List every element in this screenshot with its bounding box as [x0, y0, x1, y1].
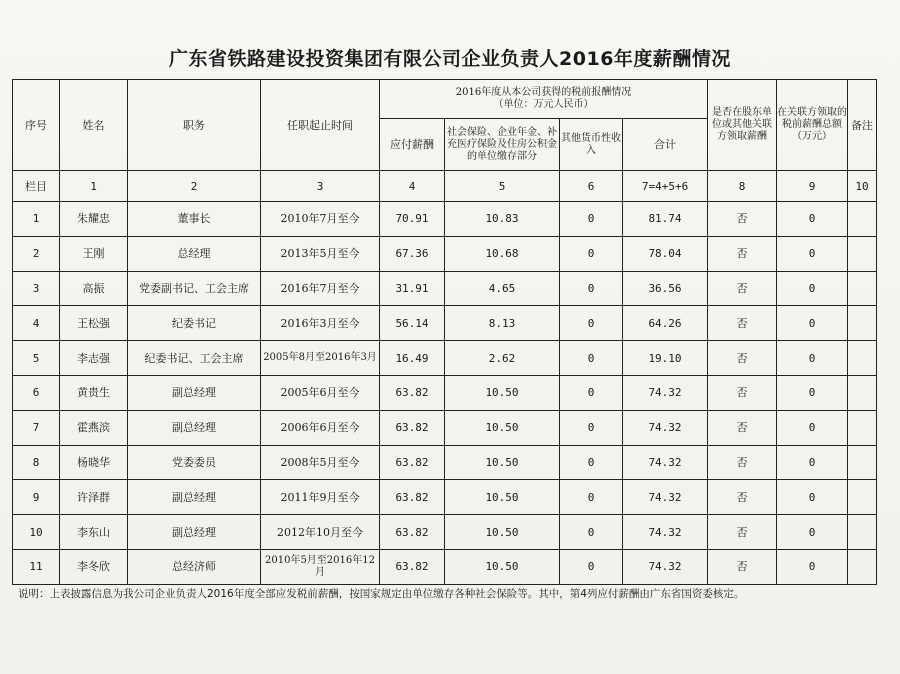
header-group-unit: （单位：万元人民币） [493, 99, 594, 110]
cell-name: 朱耀忠 [60, 202, 128, 237]
cell-related-amount: 0 [777, 410, 848, 445]
cell-total: 78.04 [623, 236, 708, 271]
cell-remark [848, 202, 877, 237]
cell-position: 党委副书记、工会主席 [128, 271, 261, 306]
cell-social: 10.50 [445, 515, 560, 550]
header-payable: 应付薪酬 [380, 119, 445, 171]
cell-remark [848, 549, 877, 584]
cell-related: 否 [708, 236, 777, 271]
index-row [13, 171, 877, 202]
index-cell: 10 [848, 171, 877, 202]
header-position: 职务 [128, 80, 261, 171]
cell-no: 2 [13, 236, 60, 271]
cell-payable: 31.91 [380, 271, 445, 306]
cell-name: 许泽群 [60, 480, 128, 515]
header-social: 社会保险、企业年金、补充医疗保险及住房公积金的单位缴存部分 [445, 119, 560, 171]
cell-related: 否 [708, 341, 777, 376]
cell-payable: 63.82 [380, 375, 445, 410]
cell-no: 4 [13, 306, 60, 341]
cell-position: 董事长 [128, 202, 261, 237]
cell-remark [848, 445, 877, 480]
cell-no: 7 [13, 410, 60, 445]
cell-social: 10.50 [445, 549, 560, 584]
cell-payable: 63.82 [380, 549, 445, 584]
cell-related: 否 [708, 480, 777, 515]
cell-name: 王刚 [60, 236, 128, 271]
cell-no: 6 [13, 375, 60, 410]
table-row [13, 480, 877, 515]
cell-related-amount: 0 [777, 236, 848, 271]
cell-social: 10.83 [445, 202, 560, 237]
cell-position: 纪委书记 [128, 306, 261, 341]
cell-total: 64.26 [623, 306, 708, 341]
salary-table [12, 79, 877, 585]
cell-related-amount: 0 [777, 515, 848, 550]
header-other: 其他货币性收入 [560, 119, 623, 171]
cell-other: 0 [560, 549, 623, 584]
cell-social: 10.50 [445, 375, 560, 410]
cell-social: 10.50 [445, 445, 560, 480]
cell-term: 2012年10月至今 [261, 515, 380, 550]
cell-term: 2005年8月至2016年3月 [261, 341, 380, 376]
cell-name: 高振 [60, 271, 128, 306]
cell-total: 74.32 [623, 410, 708, 445]
cell-social: 8.13 [445, 306, 560, 341]
table-row [13, 515, 877, 550]
cell-total: 74.32 [623, 445, 708, 480]
cell-related: 否 [708, 515, 777, 550]
cell-payable: 63.82 [380, 410, 445, 445]
cell-total: 36.56 [623, 271, 708, 306]
cell-related-amount: 0 [777, 549, 848, 584]
cell-term: 2016年3月至今 [261, 306, 380, 341]
cell-position: 总经理 [128, 236, 261, 271]
cell-remark [848, 271, 877, 306]
cell-related: 否 [708, 445, 777, 480]
cell-name: 李冬欣 [60, 549, 128, 584]
cell-remark [848, 410, 877, 445]
cell-related-amount: 0 [777, 202, 848, 237]
cell-no: 11 [13, 549, 60, 584]
document-title: 广东省铁路建设投资集团有限公司企业负责人2016年度薪酬情况 [169, 48, 731, 70]
table-row [13, 236, 877, 271]
cell-other: 0 [560, 236, 623, 271]
index-cell: 6 [560, 171, 623, 202]
cell-related: 否 [708, 306, 777, 341]
cell-other: 0 [560, 480, 623, 515]
cell-social: 2.62 [445, 341, 560, 376]
index-cell: 3 [261, 171, 380, 202]
cell-position: 副总经理 [128, 375, 261, 410]
header-remark: 备注 [848, 80, 877, 171]
cell-term: 2010年5月至2016年12月 [261, 549, 380, 584]
cell-related-amount: 0 [777, 445, 848, 480]
cell-term: 2008年5月至今 [261, 445, 380, 480]
table-row [13, 202, 877, 237]
header-group [380, 80, 708, 119]
header-name: 姓名 [60, 80, 128, 171]
cell-related: 否 [708, 410, 777, 445]
cell-other: 0 [560, 375, 623, 410]
cell-name: 李东山 [60, 515, 128, 550]
cell-total: 19.10 [623, 341, 708, 376]
table-row [13, 410, 877, 445]
cell-term: 2016年7月至今 [261, 271, 380, 306]
cell-payable: 63.82 [380, 445, 445, 480]
cell-name: 杨晓华 [60, 445, 128, 480]
cell-social: 4.65 [445, 271, 560, 306]
cell-no: 10 [13, 515, 60, 550]
header-row-1 [13, 80, 877, 119]
cell-related-amount: 0 [777, 375, 848, 410]
cell-related-amount: 0 [777, 306, 848, 341]
header-total: 合计 [623, 119, 708, 171]
cell-no: 3 [13, 271, 60, 306]
cell-term: 2005年6月至今 [261, 375, 380, 410]
header-related-amount: 在关联方领取的税前薪酬总额（万元） [777, 80, 848, 171]
cell-payable: 63.82 [380, 480, 445, 515]
table-row [13, 306, 877, 341]
index-cell: 8 [708, 171, 777, 202]
cell-other: 0 [560, 306, 623, 341]
cell-related: 否 [708, 549, 777, 584]
cell-no: 5 [13, 341, 60, 376]
cell-total: 81.74 [623, 202, 708, 237]
cell-position: 纪委书记、工会主席 [128, 341, 261, 376]
header-seq: 序号 [13, 80, 60, 171]
cell-total: 74.32 [623, 515, 708, 550]
cell-name: 黄贵生 [60, 375, 128, 410]
cell-related: 否 [708, 202, 777, 237]
cell-position: 副总经理 [128, 480, 261, 515]
table-row [13, 375, 877, 410]
cell-no: 1 [13, 202, 60, 237]
index-cell: 9 [777, 171, 848, 202]
header-related: 是否在股东单位或其他关联方领取薪酬 [708, 80, 777, 171]
cell-other: 0 [560, 202, 623, 237]
table-row [13, 271, 877, 306]
cell-total: 74.32 [623, 375, 708, 410]
table-row [13, 445, 877, 480]
cell-remark [848, 480, 877, 515]
cell-total: 74.32 [623, 549, 708, 584]
cell-other: 0 [560, 271, 623, 306]
cell-remark [848, 375, 877, 410]
cell-term: 2011年9月至今 [261, 480, 380, 515]
cell-other: 0 [560, 410, 623, 445]
cell-other: 0 [560, 445, 623, 480]
cell-term: 2006年6月至今 [261, 410, 380, 445]
cell-social: 10.50 [445, 410, 560, 445]
index-cell: 1 [60, 171, 128, 202]
cell-position: 党委委员 [128, 445, 261, 480]
index-cell: 栏目 [13, 171, 60, 202]
index-cell: 2 [128, 171, 261, 202]
cell-related: 否 [708, 271, 777, 306]
cell-social: 10.50 [445, 480, 560, 515]
cell-payable: 70.91 [380, 202, 445, 237]
footnote: 说明：上表披露信息为我公司企业负责人2016年度全部应发税前薪酬，按国家规定由单位缴存各种社会保险等。其中，第4列应付薪酬由广东省国资委核定。 [18, 588, 745, 600]
cell-related-amount: 0 [777, 271, 848, 306]
cell-related: 否 [708, 375, 777, 410]
cell-payable: 63.82 [380, 515, 445, 550]
index-cell: 7=4+5+6 [623, 171, 708, 202]
cell-payable: 16.49 [380, 341, 445, 376]
cell-related-amount: 0 [777, 341, 848, 376]
cell-payable: 67.36 [380, 236, 445, 271]
cell-total: 74.32 [623, 480, 708, 515]
cell-payable: 56.14 [380, 306, 445, 341]
table-body [13, 202, 877, 585]
cell-other: 0 [560, 341, 623, 376]
cell-position: 总经济师 [128, 549, 261, 584]
cell-no: 9 [13, 480, 60, 515]
cell-remark [848, 515, 877, 550]
cell-no: 8 [13, 445, 60, 480]
cell-related-amount: 0 [777, 480, 848, 515]
header-group-title: 2016年度从本公司获得的税前报酬情况 [455, 87, 632, 98]
cell-remark [848, 236, 877, 271]
table-row [13, 341, 877, 376]
cell-term: 2010年7月至今 [261, 202, 380, 237]
index-cell: 5 [445, 171, 560, 202]
table-row [13, 549, 877, 584]
cell-name: 霍燕滨 [60, 410, 128, 445]
index-cell: 4 [380, 171, 445, 202]
header-term: 任职起止时间 [261, 80, 380, 171]
cell-other: 0 [560, 515, 623, 550]
cell-remark [848, 306, 877, 341]
cell-social: 10.68 [445, 236, 560, 271]
cell-name: 王松强 [60, 306, 128, 341]
cell-term: 2013年5月至今 [261, 236, 380, 271]
cell-position: 副总经理 [128, 515, 261, 550]
cell-position: 副总经理 [128, 410, 261, 445]
cell-name: 李志强 [60, 341, 128, 376]
cell-remark [848, 341, 877, 376]
